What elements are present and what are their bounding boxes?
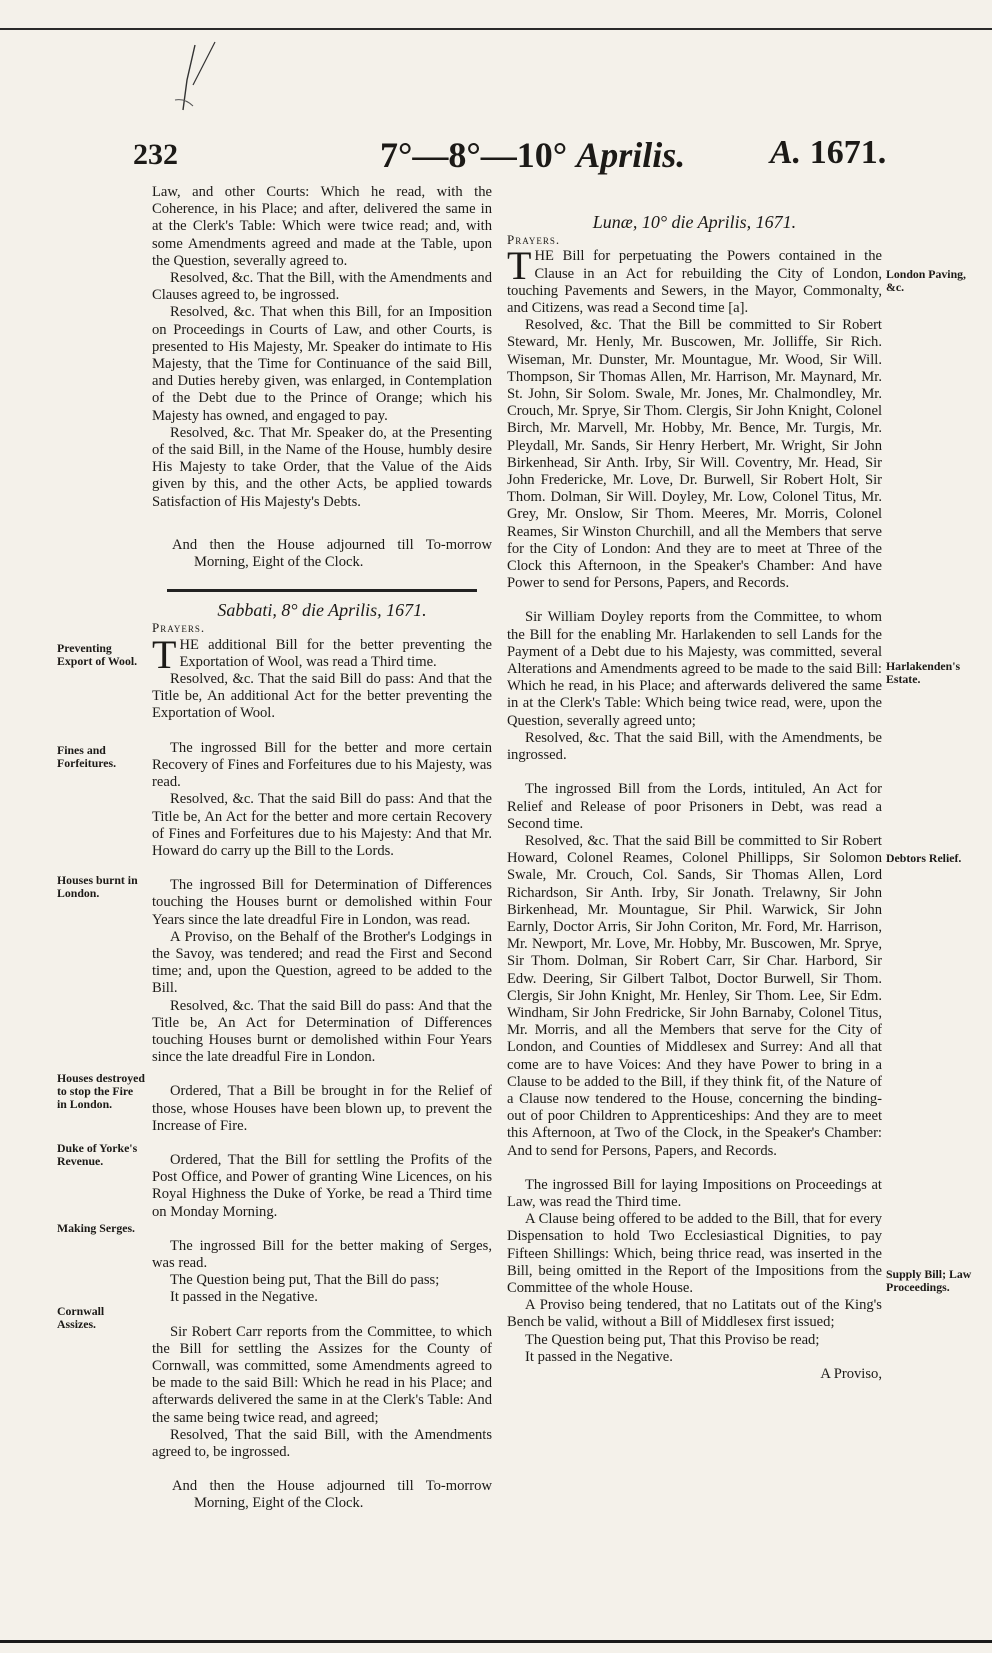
paragraph: Law, and other Courts: Which he read, with the Coherence, in his Place; and after, delivered the same in at the Clerk's Table: Which were twice read; and, with some Amendments agreed and made at the Table, upon the Question, severally agreed to. <box>152 184 492 269</box>
margin-note-paving: London Paving, &c. <box>886 267 966 294</box>
running-head-year: A. 1671. <box>770 134 887 171</box>
margin-note-wool: Preventing Export of Wool. <box>57 641 138 668</box>
drop-cap: T <box>507 243 532 289</box>
adjournment: And then the House adjourned till To-morrow Morning, Eight of the Clock. <box>172 1478 492 1512</box>
paragraph: Resolved, &c. That Mr. Speaker do, at the Presenting of the said Bill, in the Name of the House, humbly desire His Majesty to take Order, that the Value of the Aids given by this, and the other Acts, be applied towards Satisfaction of His Majesty's Debts. <box>152 424 492 510</box>
paragraph: Resolved, &c. That the said Bill do pass: And that the Title be, An Act for Determination of Differences touching Houses burnt or demolished within Four Years since the late dreadful Fire in London. <box>152 997 492 1066</box>
prayers-heading: Prayers. <box>507 232 561 248</box>
margin-note-yorke: Duke of Yorke's Revenue. <box>57 1141 138 1168</box>
margin-note-supply: Supply Bill; Law Proceedings. <box>886 1267 972 1294</box>
drop-cap: T <box>152 631 177 677</box>
paragraph: The ingrossed Bill from the Lords, intituled, An Act for Relief and Release of poor Prisoners in Debt, was read a Second time. <box>507 781 882 832</box>
paragraph: The ingrossed Bill for the better making of Serges, was read. <box>152 1237 492 1271</box>
paragraph: Resolved, That the said Bill, with the Amendments agreed to, be ingrossed. <box>152 1426 492 1460</box>
running-head-dates: 7°—8°—10° Aprilis. <box>380 135 686 175</box>
paragraph: Resolved, &c. That the said Bill, with the Amendments, be ingrossed. <box>507 729 882 764</box>
paragraph: Resolved, &c. That the said Bill do pass: And that the Title be, An additional Act for the better preventing the Exportation of Wool. <box>152 671 492 722</box>
paragraph: The ingrossed Bill for laying Impositions on Proceedings at Law, was read the Third time. <box>507 1176 882 1210</box>
paragraph: A Proviso, on the Behalf of the Brother's Lodgings in the Savoy, was tendered; and read the First and Second time; and, upon the Question, agreed to be added to the Bill. <box>152 928 492 997</box>
paragraph: Sir William Doyley reports from the Committee, to whom the Bill for the enabling Mr. Harlakenden to sell Lands for the Payment of a Debt due to his Majesty, was committed, several Alterations and Amendments agreed to be made to the said Bill: Which he read, in his Place; and afterwards delivered the same in at the Clerk's Table: Which being twice read, were, upon the Question, severally agreed unto; <box>507 609 882 729</box>
paragraph: Ordered, That a Bill be brought in for the Relief of those, whose Houses have been blown up, to prevent the Increase of Fire. <box>152 1083 492 1134</box>
day-heading: Sabbati, 8° die Aprilis, 1671. <box>217 600 427 621</box>
prayers-heading: Prayers. <box>152 620 206 636</box>
paragraph: Resolved, &c. That when this Bill, for an Imposition on Proceedings in Courts of Law, and other Courts, is presented to His Majesty, Mr. Speaker do intimate to His Majesty, that the Time for Continuance of the said Bill, and Duties hereby given, was enlarged, in Contemplation of the Debt due to the Prince of Orange; which his Majesty has owned, and engaged to pay. <box>152 304 492 424</box>
paragraph: The Question being put, That the Bill do pass; <box>170 1272 440 1289</box>
paragraph: Ordered, That the Bill for settling the Profits of the Post Office, and Power of granting Wine Licences, on his Royal Highness the Duke of Yorke, be read a Third time on Monday Morning. <box>152 1151 492 1220</box>
paragraph: The Question being put, That this Proviso be read; <box>525 1331 820 1348</box>
paragraph: Resolved, &c. That the said Bill do pass: And that the Title be, An Act for the better and more certain Recovery of Fines and Forfeitures due to his Majesty: And that Mr. Howard do carry up the Bill to the Lords. <box>152 791 492 859</box>
day-separator <box>167 589 477 592</box>
right-column <box>507 214 882 1383</box>
margin-note-serges: Making Serges. <box>57 1221 135 1235</box>
margin-note-cornwall: Cornwall Assizes. <box>57 1304 105 1331</box>
paragraph: The ingrossed Bill for Determination of Differences touching the Houses burnt or demolished within Four Years since the late dreadful Fire in London, was read. <box>152 877 492 928</box>
handwritten-mark <box>165 40 245 120</box>
paragraph: Resolved, &c. That the Bill, with the Amendments and Clauses agreed to, be ingrossed. <box>152 270 492 304</box>
margin-note-destroyed: Houses destroyed to stop the Fire in London. <box>57 1071 145 1111</box>
margin-note-fines: Fines and Forfeitures. <box>57 743 117 770</box>
paragraph: THE additional Bill for the better preventing the Exportation of Wool, was read a Third time. <box>152 631 492 677</box>
bottom-rule <box>0 1640 992 1643</box>
paragraph: A Proviso being tendered, that no Latitats out of the King's Bench be valid, without a Bill of Middlesex first issued; <box>507 1297 882 1331</box>
margin-note-burnt: Houses burnt in London. <box>57 873 138 900</box>
catchword: A Proviso, <box>820 1366 882 1382</box>
adjournment: And then the House adjourned till To-morrow Morning, Eight of the Clock. <box>172 536 492 571</box>
day-heading: Lunæ, 10° die Aprilis, 1671. <box>592 212 797 232</box>
paragraph: Resolved, &c. That the said Bill be committed to Sir Robert Howard, Colonel Reames, Colonel Phillipps, Sir Solomon Swale, Mr. Crouch, Col. Sands, Sir Thomas Allen, Lord Richardson, Sir Anth. Irby, Sir Jonath. Trelawny, Sir John Birkenhead, Mr. Mountague, Sir Phil. Warwick, Sir John Earnly, Doctor Arris, Sir John Coriton, Mr. Ford, Mr. Harrison, Mr. Newport, Mr. Love, Mr. Hobby, Mr. Buscowen, Mr. Sprye, Sir Thom. Dolman, Sir Robert Carr, Sir Char. Harbord, Sir Edw. Deering, Sir Gilbert Talbot, Doctor Burwell, Sir Thom. Clergis, Sir John Knight, Mr. Henley, Sir Thom. Lee, Sir Edm. Windham, Sir John Fredricke, Sir John Barnaby, Colonel Titus, Mr. Morris, and all the Members that serve for the City of London, and Counties of Middlesex and Surrey: And all that come are to have Voices: And they have Power to bring in a Clause to be added to the Bill, if they think fit, of the Nature of a Clause now tendered to the House, concerning the binding-out of poor Children to Apprenticeships: And they are to meet this Afternoon, at Two of the Clock, in the Speaker's Chamber: And to send for Persons, Papers, and Records. <box>507 832 882 1159</box>
page-number: 232 <box>133 138 178 171</box>
paragraph: It passed in the Negative. <box>525 1348 673 1365</box>
paragraph: Sir Robert Carr reports from the Committee, to which the Bill for settling the Assizes for the County of Cornwall, was committed, some Amendments agreed to be made to the said Bill: Which he read in his Place; and afterwards delivered the same in at the Clerk's Table: And the same being twice read, and agreed; <box>152 1323 492 1426</box>
paragraph: THE Bill for perpetuating the Powers contained in the Clause in an Act for rebuilding the City of London, touching Pavements and Sewers, in the Mayor, Commonalty, and Citizens, was read a Second time [a]. <box>507 243 882 317</box>
paragraph: It passed in the Negative. <box>170 1289 318 1306</box>
left-column <box>152 184 492 1513</box>
top-rule <box>0 28 992 30</box>
margin-note-harl: Harlakenden's Estate. <box>886 659 961 686</box>
paragraph: Resolved, &c. That the Bill be committed to Sir Robert Steward, Mr. Henly, Mr. Buscowen, Mr. Jolliffe, Sir Rich. Wiseman, Mr. Dunster, Mr. Mountague, Mr. Wood, Sir Will. Thompson, Sir Thomas Allen, Mr. Harrison, Mr. Maynard, Mr. St. John, Sir Solom. Swale, Mr. Jones, Mr. Chalmondley, Mr. Crouch, Mr. Sprye, Sir Thom. Clergis, Sir John Knight, Colonel Birch, Mr. Marvell, Mr. Hobby, Mr. Bence, Mr. Turgis, Mr. Pleydall, Mr. Sands, Sir Henry Herbert, Mr. Wright, Sir John Birkenhead, Sir Anth. Irby, Sir Will. Coventry, Mr. Head, Sir John Fredericke, Mr. Love, Dr. Burwell, Sir Robert Holt, Sir Thom. Dolman, Sir Will. Doyley, Mr. Low, Colonel Titus, Mr. Grey, Mr. Onslow, Sir Thom. Meeres, Mr. Morris, Colonel Reames, Sir Winston Churchill, and all the Members that serve for the City of London: And they are to meet at Three of the Clock this Afternoon, in the Speaker's Chamber: And have Power to send for Persons, Papers, and Records. <box>507 317 882 592</box>
margin-note-debtors: Debtors Relief. <box>886 851 962 865</box>
paragraph: The ingrossed Bill for the better and more certain Recovery of Fines and Forfeitures due to his Majesty, was read. <box>152 739 492 791</box>
paragraph: A Clause being offered to be added to the Bill, that for every Dispensation to hold Two Ecclesiastical Dignities, to pay Fifteen Shillings: Which, being thrice read, was inserted in the Bill, being omitted in the Report of the Impositions from the Committee of the whole House. <box>507 1211 882 1296</box>
